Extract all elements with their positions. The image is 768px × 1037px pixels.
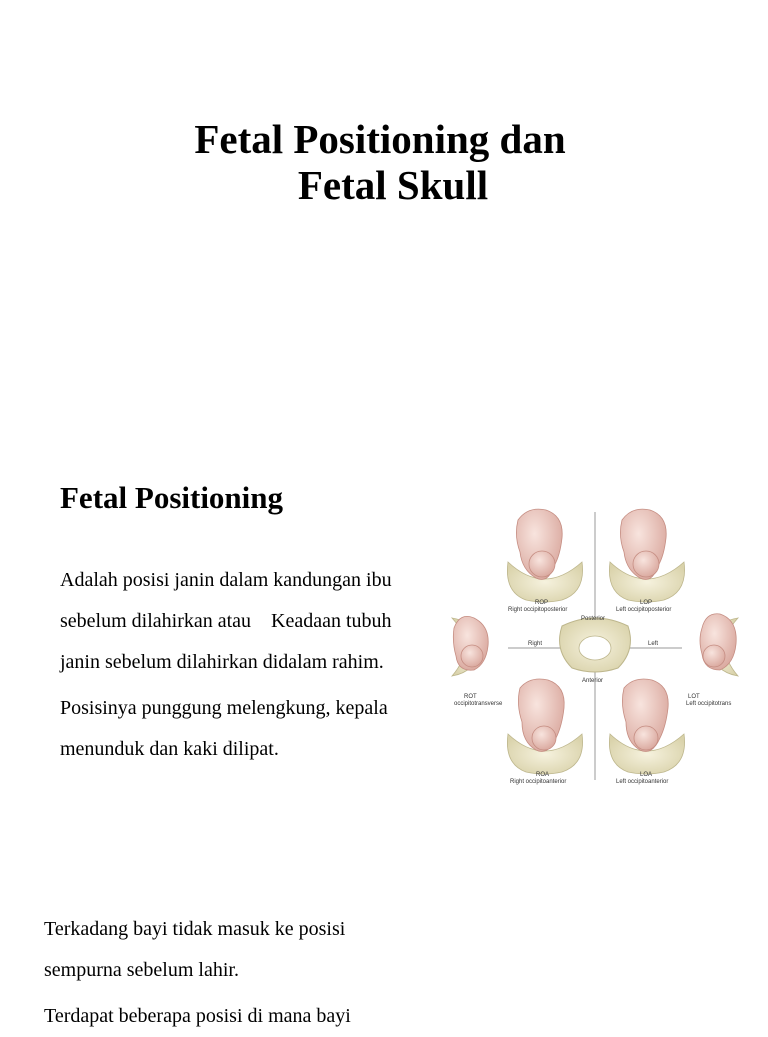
title-line-1: Fetal Positioning dan [194,116,566,162]
section-heading: Fetal Positioning [60,480,284,515]
lot-position [686,614,738,707]
lop-abbr: LOP [640,600,653,606]
center-pelvis [560,618,631,672]
note-line-2: sempurna sebelum lahir. [44,959,239,981]
definition-line-3: janin sebelum dilahirkan didalam rahim. [60,651,384,673]
page-title [110,116,650,208]
title-line-2: Fetal Skull [297,162,489,208]
rot-position [452,616,503,707]
posture-line-1: Posisinya punggung melengkung, kepala [60,697,388,719]
right-label: Right [528,641,543,647]
rot-abbr: ROT [464,694,477,700]
roa-name: Right occipitoanterior [510,779,567,785]
rop-name: Right occipitoposterior [508,607,568,613]
note-line-1: Terkadang bayi tidak masuk ke posisi [44,918,346,940]
posture-line-2: menunduk dan kaki dilipat. [60,738,279,760]
loa-name: Left occipitoanterior [616,779,669,785]
rop-position [507,509,582,613]
note-paragraph [44,909,434,991]
fetal-positions-illustration [450,500,740,792]
rop-abbr: ROP [535,600,549,606]
posterior-label: Posterior [581,616,606,622]
definition-line-2: sebelum dilahirkan atau Keadaan tubuh [60,610,392,632]
fetal-positions-figure [450,500,740,792]
positions-intro-text: Terdapat beberapa posisi di mana bayi [44,1005,351,1027]
left-label: Left [648,641,659,647]
loa-position [609,679,684,785]
rot-name: occipitotransverse [454,701,503,707]
definition-line-1: Adalah posisi janin dalam kandungan ibu [60,569,392,591]
loa-abbr: LOA [640,772,653,778]
lop-name: Left occipitoposterior [616,607,672,613]
roa-position [507,679,582,785]
lot-name: Left occipitotrans [686,701,732,707]
roa-abbr: ROA [536,772,550,778]
definition-paragraph [60,560,450,683]
lot-abbr: LOT [688,694,700,700]
lop-position [609,509,684,613]
posture-paragraph [60,688,450,770]
anterior-label: Anterior [582,678,604,684]
